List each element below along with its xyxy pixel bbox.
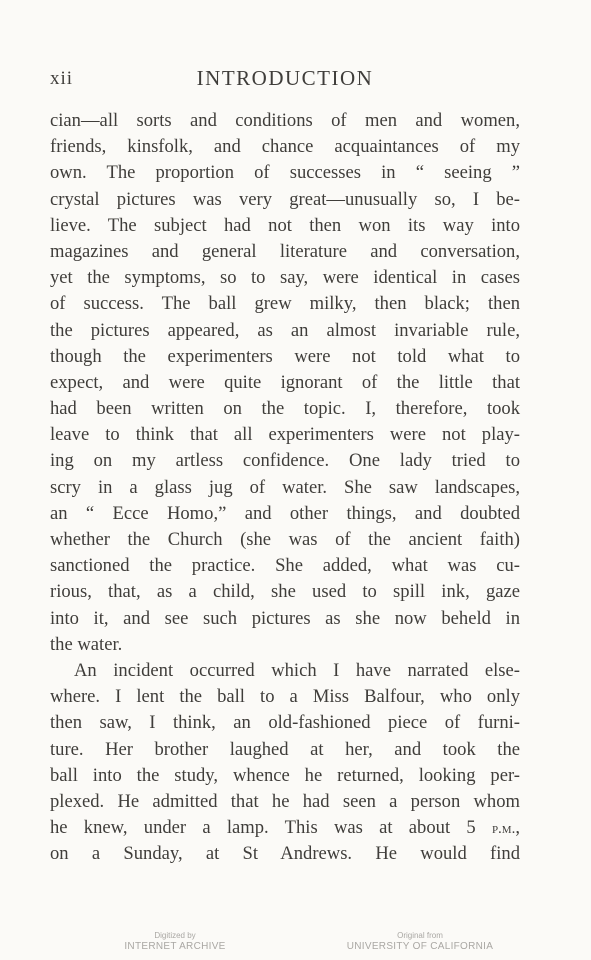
text-line: had been written on the topic. I, therefore, took [50,398,520,420]
text-line: lieve. The subject had not then won its way into [50,214,520,236]
text-line: rious, that, as a child, she used to spill ink, gaze [50,581,520,603]
digitization-footer [0,932,591,956]
internet-archive-label: INTERNET ARCHIVE [124,940,226,952]
text-line: into it, and see such pictures as she now beheld in [50,607,520,629]
text-line: crystal pictures was very great—unusually so, I be- [50,188,520,210]
text-line: expect, and were quite ignorant of the little that [50,371,520,393]
text-line: sanctioned the practice. She added, what was cu- [50,555,520,577]
text-line: then saw, I think, an old-fashioned piece of furni- [50,712,520,734]
text-line: yet the symptoms, so to say, were identical in cases [50,267,520,289]
digitizer-credit [105,932,245,952]
text-line: the pictures appeared, as an almost invariable rule, [50,319,520,341]
text-line: ing on my artless confidence. One lady tried to [50,450,520,472]
text-line: where. I lent the ball to a Miss Balfour, who only [50,686,520,708]
text-line: plexed. He admitted that he had seen a person whom [50,790,520,812]
text-line-main: he knew, under a lamp. This was at about 5 [50,817,476,839]
text-line: ball into the study, whence he returned, looking per- [50,764,520,786]
text-line: though the experimenters were not told what to [50,345,520,367]
text-line: cian—all sorts and conditions of men and women, [50,110,520,131]
text-line: own. The proportion of successes in “ seeing ” [50,162,520,184]
text-line: friends, kinsfolk, and chance acquaintances of my [50,136,520,158]
text-line: of success. The ball grew milky, then black; then [50,293,520,315]
text-line: leave to think that all experimenters were not play- [50,424,520,446]
source-credit [335,932,505,952]
text-line: ture. Her brother laughed at her, and took the [50,738,520,760]
text-line: on a Sunday, at St Andrews. He would find [50,843,520,865]
text-line: scry in a glass jug of water. She saw landscapes, [50,476,520,498]
text-line: whether the Church (she was of the ancient faith) [50,529,520,550]
text-line: the water. [50,633,123,655]
text-line: magazines and general literature and conversation, [50,240,520,262]
text-line: an “ Ecce Homo,” and other things, and doubted [50,502,520,524]
text-line-with-time [50,815,520,841]
time-abbreviation: p.m. [491,821,516,838]
page-number: xii [50,68,74,89]
time-suffix: , [515,817,520,839]
university-label: UNIVERSITY OF CALIFORNIA [346,940,494,952]
digitized-by-label: Digitized by [154,931,196,940]
original-from-label: Original from [397,931,443,940]
page-header [50,66,520,96]
running-head: INTRODUCTION [196,66,374,90]
text-line: An incident occurred which I have narrated else- [74,659,520,681]
body-text [50,108,520,867]
